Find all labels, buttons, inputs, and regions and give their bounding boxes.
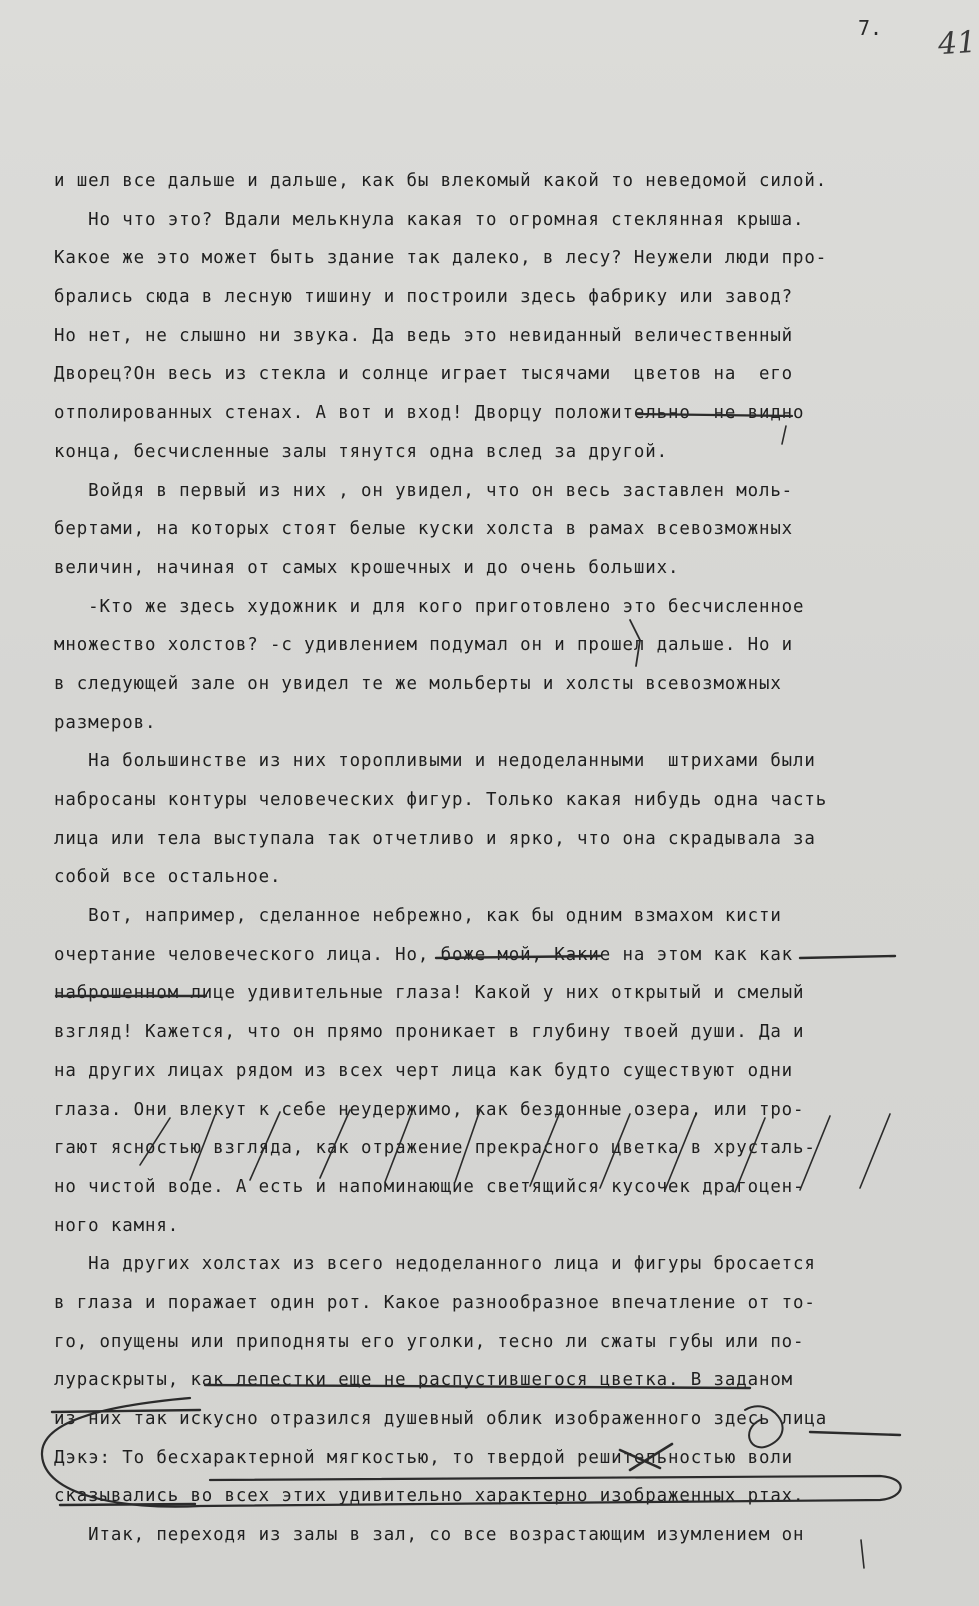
text-line: в следующей зале он увидел те же мольберты и холсты всевозможных [54, 673, 782, 694]
text-line: отполированных стенах. А вот и вход! Дворцу положительно не видно [54, 403, 805, 424]
text-line: набросаны контуры человеческих фигур. Только какая нибудь одна часть [54, 790, 828, 810]
text-line: Но что это? Вдали мелькнула какая то огромная стеклянная крыша. [54, 209, 805, 230]
text-line: Но нет, не слышно ни звука. Да ведь это невиданный величественный [54, 325, 794, 346]
text-line: -Кто же здесь художник и для кого приготовлено это бесчисленное [54, 596, 805, 617]
text-line: собой все остальное. [54, 867, 282, 888]
text-line: Итак, переходя из залы в зал, со все возрастающим изумлением он [54, 1525, 805, 1546]
text-line: размеров. [54, 712, 157, 733]
text-line: го, опущены или приподняты его уголки, тесно ли сжаты губы или по- [54, 1331, 805, 1352]
text-line: На большинстве из них торопливыми и недоделанными штрихами были [54, 751, 816, 772]
text-line: лураскрыты, как лепестки еще не распустившегося цветка. В заданом [54, 1370, 794, 1391]
text-line: сказывались во всех этих удивительно характерно изображенных ртах. [54, 1486, 805, 1507]
text-line: в глаза и поражает один рот. Какое разнообразное впечатление от то- [54, 1292, 816, 1313]
text-line: глаза. Они влекут к себе неудержимо, как бездонные озера, или тро- [54, 1099, 805, 1120]
text-line: и шел все дальше и дальше, как бы влекомый какой то неведомой силой. [54, 171, 828, 191]
text-line: наброшенном лице удивительные глаза! Какой у них открытый и смелый [54, 983, 805, 1004]
text-line: Дэкэ: То бесхарактерной мягкостью, то твердой решительностью воли [54, 1447, 794, 1468]
archive-number: 41 [936, 24, 978, 63]
text-line: бертами, на которых стоят белые куски холста в рамах всевозможных [54, 519, 794, 540]
page-number: 7. [858, 16, 883, 40]
text-line: величин, начиная от самых крошечных и до очень больших. [54, 557, 680, 578]
text-line: конца, бесчисленные залы тянутся одна вслед за другой. [54, 441, 668, 462]
text-line: Какое же это может быть здание так далеко, в лесу? Неужели люди про- [54, 248, 828, 269]
text-line: очертание человеческого лица. Но, боже мой, Какие на этом как как [54, 944, 794, 965]
text-line: Вот, например, сделанное небрежно, как бы одним взмахом кисти [54, 906, 782, 927]
text-line: лица или тела выступала так отчетливо и ярко, что она скрадывала за [54, 828, 816, 849]
text-line: на других лицах рядом из всех черт лица как будто существуют одни [54, 1060, 794, 1081]
text-line: ного камня. [54, 1215, 180, 1236]
text-line: взгляд! Кажется, что он прямо проникает в глубину твоей души. Да и [54, 1022, 805, 1043]
text-line: На других холстах из всего недоделанного лица и фигуры бросается [54, 1254, 816, 1275]
text-line: из них так искусно отразился душевный облик изображенного здесь лица [54, 1409, 828, 1429]
text-line: Дворец?Он весь из стекла и солнце играет тысячами цветов на его [54, 364, 794, 385]
text-line: гают ясностью взгляда, как отражение прекрасного цветка в хрусталь- [54, 1138, 816, 1159]
text-line: Войдя в первый из них , он увидел, что он весь заставлен моль- [54, 480, 794, 501]
text-line: множество холстов? -с удивлением подумал он и прошел дальше. Но и [54, 635, 794, 656]
typed-text-body [54, 162, 944, 1555]
text-line: но чистой воде. А есть и напоминающие светящийся кусочек драгоцен- [54, 1176, 805, 1197]
text-line: брались сюда в лесную тишину и построили здесь фабрику или завод? [54, 287, 794, 308]
